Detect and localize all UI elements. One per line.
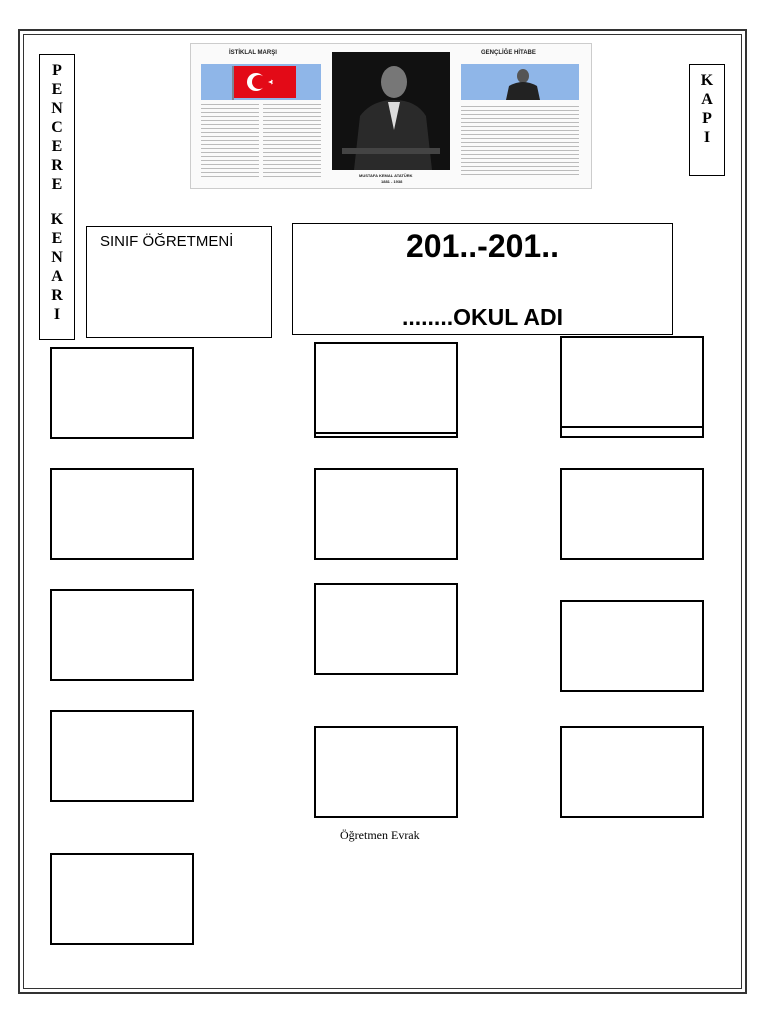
desk-right-2 (560, 468, 704, 560)
turkish-flag-icon (201, 64, 321, 100)
ataturk-portrait-icon (332, 52, 450, 170)
desk-middle-1 (314, 342, 458, 438)
desk-left-3 (50, 589, 194, 681)
desk-right-4 (560, 726, 704, 818)
door-letter: I (703, 129, 711, 146)
side-letter: K (50, 211, 64, 228)
window-letter: E (51, 81, 63, 98)
genclige-hitabe-title: GENÇLİĞE HİTABE (481, 50, 536, 56)
portrait-caption-name: MUSTAFA KEMAL ATATÜRK (359, 173, 413, 178)
door-letter: A (701, 91, 713, 108)
anthem-text-right (263, 104, 321, 180)
school-name: ........OKUL ADI (401, 304, 563, 330)
desk-right-1 (560, 336, 704, 438)
window-letter: R (51, 157, 63, 174)
teacher-desk-label: Öğretmen Evrak (340, 828, 420, 842)
side-letter: N (51, 249, 63, 266)
portrait-caption-years: 1881 - 1938 (381, 179, 403, 184)
side-letter: I (53, 306, 61, 323)
desk-left-4 (50, 710, 194, 802)
ataturk-small-portrait-icon (461, 64, 579, 100)
desk-left-5 (50, 853, 194, 945)
desk-edge (314, 432, 458, 434)
ataturk-poster (190, 43, 592, 189)
desk-middle-2 (314, 468, 458, 560)
class-teacher-label: SINIF ÖĞRETMENİ (100, 233, 234, 250)
side-letter: A (51, 268, 63, 285)
desk-middle-3 (314, 583, 458, 675)
window-letter: E (51, 176, 63, 193)
desk-right-3 (560, 600, 704, 692)
window-letter: N (51, 100, 63, 117)
class-teacher-box (86, 226, 272, 338)
window-letter: C (51, 119, 63, 136)
desk-left-1 (50, 347, 194, 439)
door-letter: K (700, 72, 714, 89)
school-year: 201..-201.. (406, 228, 559, 264)
door-label (689, 64, 725, 176)
side-letter: E (51, 230, 63, 247)
side-letter: R (51, 287, 63, 304)
anthem-text-left (201, 104, 259, 180)
teacher-desk (314, 726, 458, 818)
hitabe-text (461, 106, 579, 178)
window-side-label (39, 54, 75, 340)
window-letter: P (52, 62, 62, 79)
istiklal-marsi-title: İSTİKLAL MARŞI (229, 50, 277, 56)
window-letter: E (51, 138, 63, 155)
desk-edge (560, 426, 704, 428)
desk-left-2 (50, 468, 194, 560)
door-letter: P (702, 110, 712, 127)
school-info-box (292, 223, 673, 335)
